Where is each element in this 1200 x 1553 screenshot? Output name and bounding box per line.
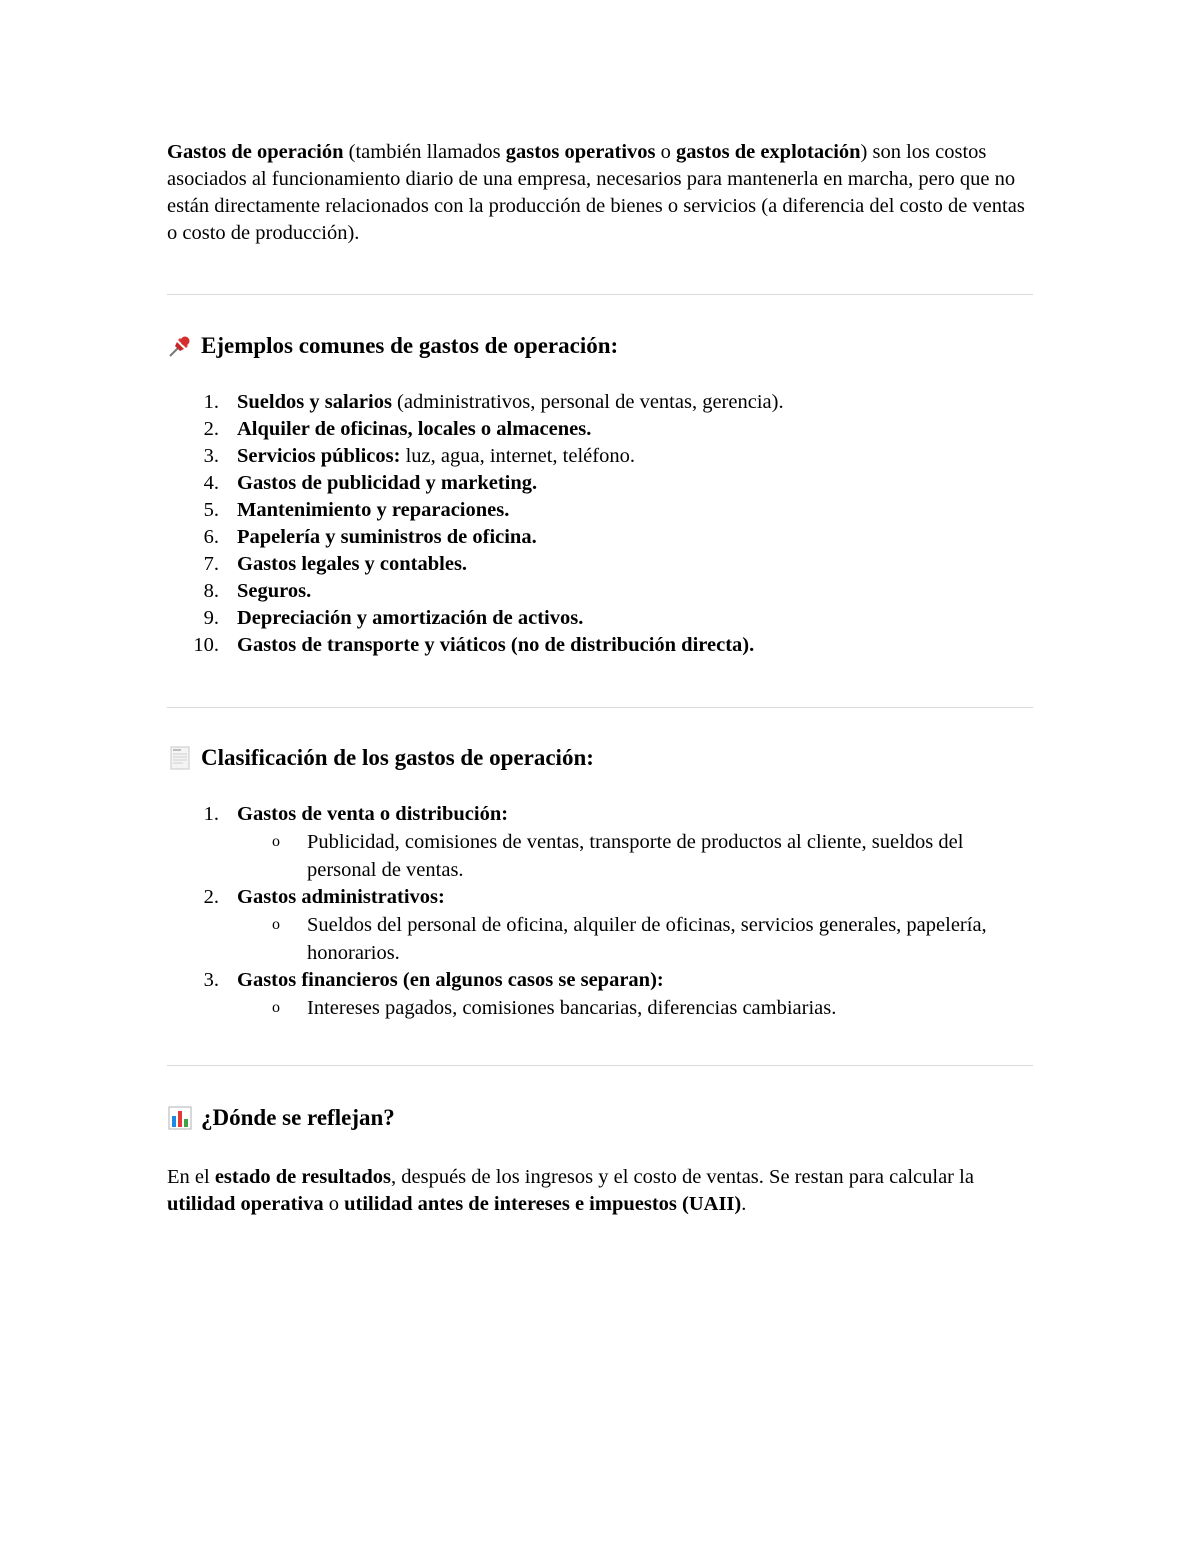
- where-text: o: [323, 1193, 345, 1215]
- item-title: Gastos de venta o distribución:: [237, 803, 509, 825]
- item-title: Gastos legales y contables.: [237, 553, 468, 575]
- list-number: 3.: [203, 969, 219, 991]
- section-title: Clasificación de los gastos de operación:: [201, 745, 594, 770]
- sub-list: [237, 911, 1033, 967]
- list-number: 2.: [203, 418, 219, 440]
- list-item: [167, 967, 1033, 1022]
- item-title: Gastos financieros (en algunos casos se separan):: [237, 969, 664, 991]
- list-item: [167, 632, 1033, 659]
- list-number: 2.: [203, 886, 219, 908]
- list-item: [167, 497, 1033, 524]
- item-title: Gastos de publicidad y marketing.: [237, 472, 538, 494]
- list-item: [167, 524, 1033, 551]
- section-divider: [167, 1065, 1033, 1066]
- item-title: Papelería y suministros de oficina.: [237, 526, 537, 548]
- bar-chart-icon: [167, 1105, 193, 1131]
- bullet-icon: o: [272, 916, 280, 933]
- list-number: 4.: [203, 472, 219, 494]
- section-divider: [167, 707, 1033, 708]
- sub-item-text: Intereses pagados, comisiones bancarias, diferencias cambiarias.: [307, 997, 837, 1019]
- sub-list-item: [237, 994, 1033, 1022]
- intro-term: gastos de explotación: [676, 141, 861, 163]
- section-divider: [167, 294, 1033, 295]
- list-number: 1.: [203, 391, 219, 413]
- classification-list: [167, 801, 1033, 1022]
- sub-list-item: [237, 911, 1033, 967]
- list-number: 8.: [203, 580, 219, 602]
- document-content: [167, 139, 1033, 1218]
- item-title: Seguros.: [237, 580, 312, 602]
- list-item: [167, 389, 1033, 416]
- item-title: Depreciación y amortización de activos.: [237, 607, 584, 629]
- list-number: 9.: [203, 607, 219, 629]
- intro-text: (también llamados: [343, 141, 506, 163]
- pushpin-icon: [167, 333, 193, 359]
- document-icon: [167, 745, 193, 771]
- sub-item-text: Publicidad, comisiones de ventas, transporte de productos al cliente, sueldos del personal de ventas.: [307, 831, 964, 881]
- sub-list-item: [237, 828, 1033, 884]
- sub-list: [237, 828, 1033, 884]
- where-paragraph: [167, 1164, 1033, 1218]
- intro-paragraph: [167, 139, 1033, 247]
- where-term: estado de resultados: [214, 1166, 391, 1188]
- list-item: [167, 443, 1033, 470]
- section-heading-classification: [167, 743, 1033, 773]
- list-item: [167, 801, 1033, 884]
- list-number: 3.: [203, 445, 219, 467]
- item-detail: luz, agua, internet, teléfono.: [400, 445, 635, 467]
- where-term: utilidad antes de intereses e impuestos (UAII): [344, 1193, 742, 1215]
- sub-item-text: Sueldos del personal de oficina, alquiler de oficinas, servicios generales, papelería, honorarios.: [307, 914, 987, 964]
- intro-text: o: [655, 141, 677, 163]
- item-detail: (administrativos, personal de ventas, gerencia).: [391, 391, 784, 413]
- list-item: [167, 416, 1033, 443]
- list-item: [167, 884, 1033, 967]
- item-title: Sueldos y salarios: [237, 391, 392, 413]
- where-text: .: [741, 1193, 747, 1215]
- list-number: 6.: [203, 526, 219, 548]
- item-title: Alquiler de oficinas, locales o almacenes.: [237, 418, 592, 440]
- section-title: ¿Dónde se reflejan?: [201, 1105, 395, 1130]
- item-title: Mantenimiento y reparaciones.: [237, 499, 510, 521]
- list-number: 7.: [203, 553, 219, 575]
- section-title: Ejemplos comunes de gastos de operación:: [201, 333, 619, 358]
- item-title: Servicios públicos:: [237, 445, 401, 467]
- list-item: [167, 551, 1033, 578]
- item-title: Gastos de transporte y viáticos (no de distribución directa).: [237, 634, 755, 656]
- where-term: utilidad operativa: [167, 1193, 324, 1215]
- intro-text: ) son los costos asociados al funcionamiento diario de una empresa, necesarios para mantenerla en marcha, pero que no están directamente relacionados con la producción de bienes o servicios (a diferencia del costo de ventas o costo de producción).: [167, 141, 1025, 244]
- list-number: 5.: [203, 499, 219, 521]
- bullet-icon: o: [272, 999, 280, 1016]
- where-text: En el: [167, 1166, 215, 1188]
- item-title: Gastos administrativos:: [237, 886, 445, 908]
- intro-term: gastos operativos: [505, 141, 656, 163]
- sub-list: [237, 994, 1033, 1022]
- intro-term: Gastos de operación: [167, 141, 344, 163]
- list-number: 10.: [193, 634, 219, 656]
- examples-list: [167, 389, 1033, 659]
- list-item: [167, 605, 1033, 632]
- section-heading-where: [167, 1103, 1033, 1133]
- bullet-icon: o: [272, 833, 280, 850]
- list-item: [167, 578, 1033, 605]
- list-number: 1.: [203, 803, 219, 825]
- where-text: , después de los ingresos y el costo de ventas. Se restan para calcular la: [391, 1166, 974, 1188]
- list-item: [167, 470, 1033, 497]
- section-heading-examples: [167, 331, 1033, 361]
